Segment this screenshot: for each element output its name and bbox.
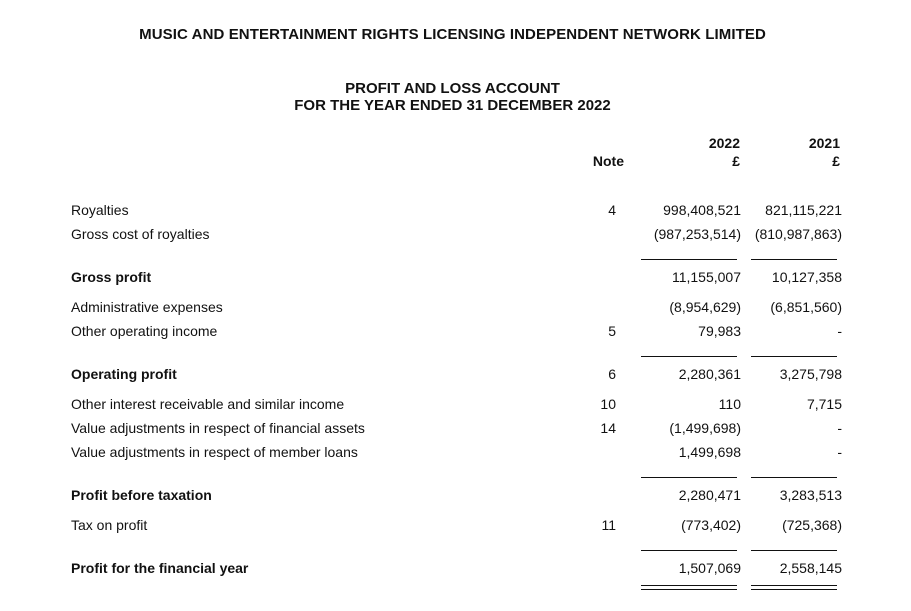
row-note: 4 [608, 202, 616, 218]
row-note: 11 [601, 517, 616, 533]
row-value-2022: 110 [718, 396, 741, 412]
table-row [0, 559, 911, 577]
subtotal-rule-2022 [641, 550, 737, 551]
subtotal-rule-2021 [751, 477, 837, 478]
subtotal-rule-2021 [751, 356, 837, 357]
row-value-2022: 998,408,521 [663, 202, 741, 218]
table-row [0, 516, 911, 534]
row-value-2021: (725,368) [782, 517, 842, 533]
table-row [0, 395, 911, 413]
row-label: Operating profit [71, 366, 177, 382]
table-row [0, 268, 911, 286]
subtotal-rule-2022 [641, 477, 737, 478]
row-value-2021: 3,283,513 [779, 487, 842, 503]
row-label: Value adjustments in respect of member loans [71, 444, 358, 460]
subtotal-rule-2022 [641, 356, 737, 357]
row-value-2022: 2,280,361 [678, 366, 741, 382]
subtotal-rule-2022 [641, 259, 737, 260]
table-row [0, 322, 911, 340]
row-value-2022: (8,954,629) [669, 299, 741, 315]
row-value-2021: - [837, 420, 842, 436]
row-value-2021: 2,558,145 [779, 560, 842, 576]
table-row [0, 225, 911, 243]
row-label: Other operating income [71, 323, 218, 339]
row-label: Tax on profit [71, 517, 148, 533]
statement-period: FOR THE YEAR ENDED 31 DECEMBER 2022 [294, 97, 611, 114]
row-value-2022: 1,499,698 [678, 444, 741, 460]
table-row [0, 365, 911, 383]
note-column-header: Note [592, 153, 624, 169]
row-label: Other interest receivable and similar income [71, 396, 345, 412]
row-value-2021: - [837, 444, 842, 460]
row-label: Royalties [71, 202, 129, 218]
subtotal-rule-2021 [751, 259, 837, 260]
row-value-2022: 11,155,007 [671, 269, 741, 285]
row-value-2022: (987,253,514) [653, 226, 741, 242]
row-note: 6 [608, 366, 616, 382]
row-label: Profit before taxation [71, 487, 212, 503]
row-label: Value adjustments in respect of financial assets [71, 420, 365, 436]
year-2022-header: 2022 [708, 135, 740, 151]
table-row [0, 486, 911, 504]
row-value-2022: (773,402) [681, 517, 741, 533]
year-2021-header: 2021 [808, 135, 840, 151]
row-value-2021: 10,127,358 [771, 269, 842, 285]
row-value-2022: 2,280,471 [678, 487, 741, 503]
row-value-2022: 79,983 [698, 323, 741, 339]
row-value-2021: 821,115,221 [765, 202, 842, 218]
row-label: Gross profit [71, 269, 152, 285]
row-label: Administrative expenses [71, 299, 223, 315]
company-name: MUSIC AND ENTERTAINMENT RIGHTS LICENSING INDEPENDENT NETWORK LIMITED [139, 26, 766, 43]
total-double-rule-2022-upper [641, 585, 737, 586]
row-value-2021: (810,987,863) [754, 226, 842, 242]
row-label: Profit for the financial year [71, 560, 249, 576]
row-value-2022: 1,507,069 [678, 560, 741, 576]
currency-2022-header: £ [732, 153, 740, 169]
total-double-rule-2022-lower [641, 589, 737, 590]
row-note: 10 [600, 396, 616, 412]
row-value-2021: 7,715 [806, 396, 842, 412]
row-value-2021: (6,851,560) [770, 299, 842, 315]
row-label: Gross cost of royalties [71, 226, 210, 242]
table-row [0, 298, 911, 316]
subtotal-rule-2021 [751, 550, 837, 551]
row-value-2021: 3,275,798 [779, 366, 842, 382]
row-note: 14 [600, 420, 616, 436]
statement-heading [0, 80, 905, 114]
table-row [0, 419, 911, 437]
table-row [0, 201, 911, 219]
statement-title: PROFIT AND LOSS ACCOUNT [345, 80, 560, 97]
row-value-2022: (1,499,698) [669, 420, 741, 436]
total-double-rule-2021-lower [751, 589, 837, 590]
table-row [0, 443, 911, 461]
currency-2021-header: £ [832, 153, 840, 169]
row-value-2021: - [837, 323, 842, 339]
row-note: 5 [608, 323, 616, 339]
total-double-rule-2021-upper [751, 585, 837, 586]
